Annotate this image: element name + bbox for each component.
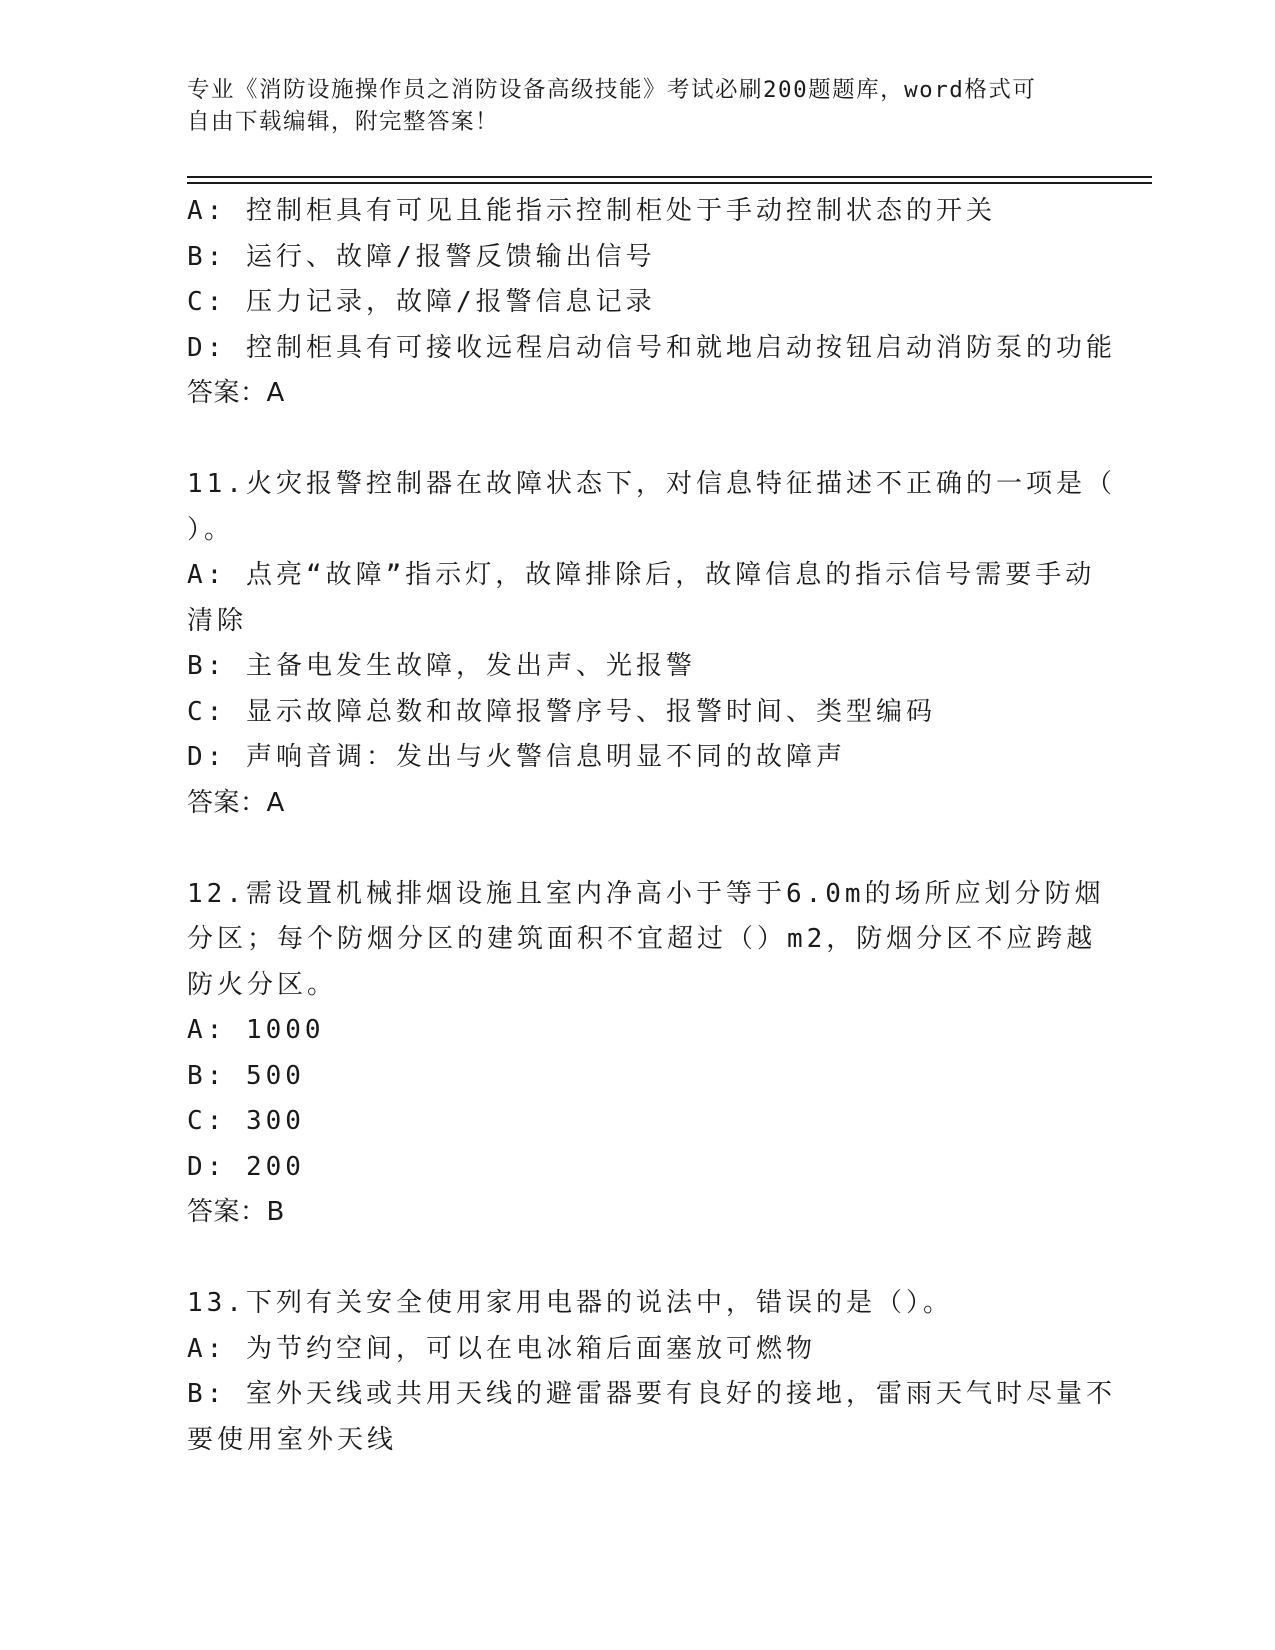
option-c: C: 300: [187, 1106, 305, 1136]
answer: 答案：A: [187, 378, 285, 408]
question-10-continued: [187, 189, 1116, 417]
option-a: A: 点亮“故障”指示灯，故障排除后，故障信息的指示信号需要手动: [187, 560, 1096, 590]
question-stem: 分区；每个防烟分区的建筑面积不宜超过（）m2，防烟分区不应跨越: [187, 924, 1097, 954]
question-12: [187, 872, 1105, 1236]
document-header: [187, 74, 1067, 138]
header-line-2: 自由下载编辑，附完整答案！: [187, 109, 500, 135]
question-13: [187, 1281, 1116, 1463]
header-rule-top: [187, 176, 1152, 178]
option-d: D: 控制柜具有可接收远程启动信号和就地启动按钮启动消防泵的功能: [187, 332, 1116, 363]
option-b: B: 500: [187, 1060, 305, 1091]
question-stem: 13.下列有关安全使用家用电器的说法中，错误的是（）。: [187, 1288, 953, 1318]
header-rule-bottom: [187, 182, 1152, 184]
option-d: D: 声响音调：发出与火警信息明显不同的故障声: [187, 742, 846, 772]
question-stem: 12.需设置机械排烟设施且室内净高小于等于6.0m的场所应划分防烟: [187, 878, 1105, 909]
option-c: C: 显示故障总数和故障报警序号、报警时间、类型编码: [187, 696, 936, 727]
option-b: B: 主备电发生故障，发出声、光报警: [187, 651, 696, 681]
option-d: D: 200: [187, 1151, 305, 1182]
option-a-continued: 清除: [187, 605, 248, 636]
option-c: C: 压力记录，故障/报警信息记录: [187, 287, 656, 317]
answer: 答案：A: [187, 787, 285, 818]
question-stem: ）。: [187, 514, 235, 545]
header-line-1: 专业《消防设施操作员之消防设备高级技能》考试必刷200题题库，word格式可: [187, 77, 1037, 103]
answer: 答案：B: [187, 1197, 285, 1227]
option-a: A: 控制柜具有可见且能指示控制柜处于手动控制状态的开关: [187, 196, 996, 226]
option-b-continued: 要使用室外天线: [187, 1424, 398, 1455]
option-a: A: 为节约空间，可以在电冰箱后面塞放可燃物: [187, 1333, 816, 1364]
option-b: B: 室外天线或共用天线的避雷器要有良好的接地，雷雨天气时尽量不: [187, 1379, 1116, 1409]
question-list: [187, 189, 1116, 1463]
question-stem: 11.火灾报警控制器在故障状态下，对信息特征描述不正确的一项是（: [187, 469, 1116, 499]
option-b: B: 运行、故障/报警反馈输出信号: [187, 241, 656, 272]
question-11: [187, 462, 1116, 826]
question-stem: 防火分区。: [187, 969, 338, 1000]
option-a: A: 1000: [187, 1015, 325, 1045]
